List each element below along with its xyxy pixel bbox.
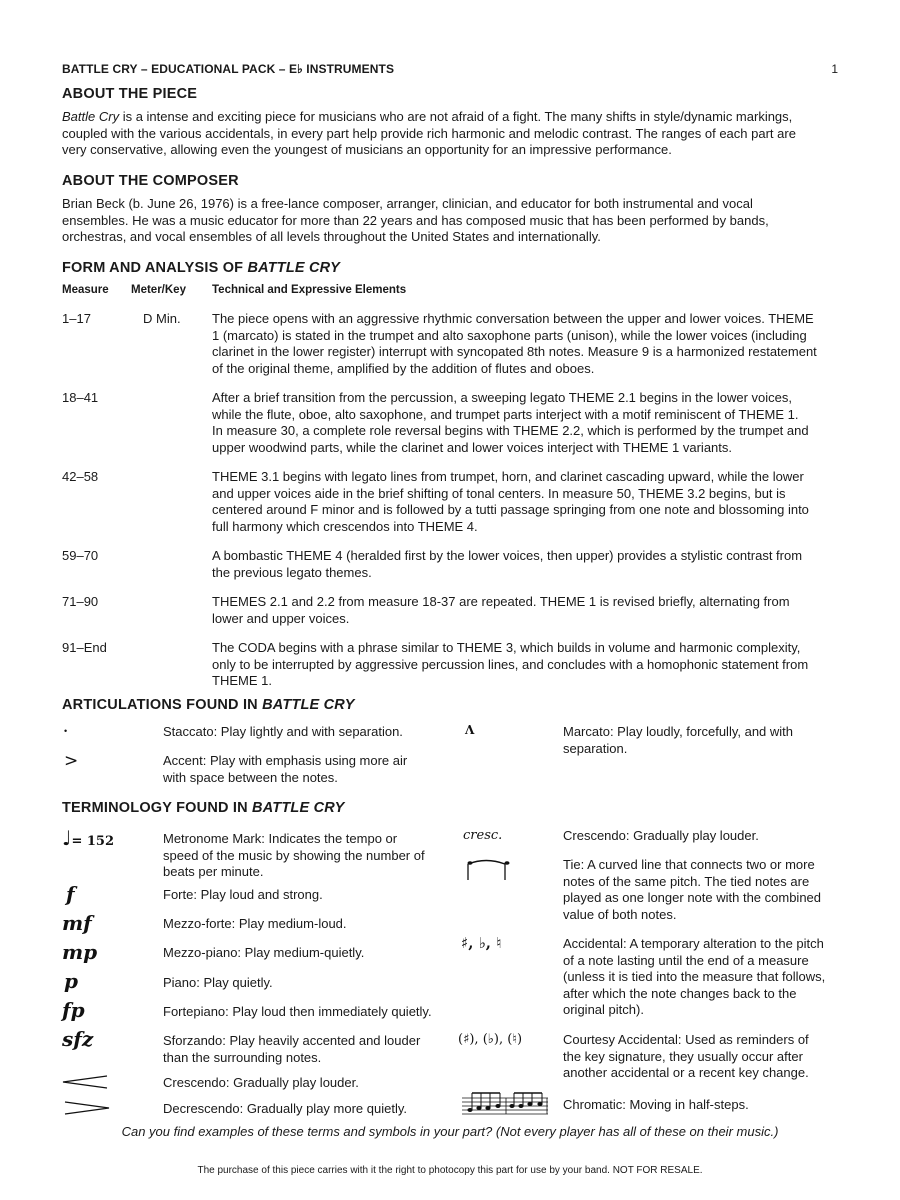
- forte-definition: Forte: Play loud and strong.: [163, 887, 323, 902]
- piano-definition: Piano: Play quietly.: [163, 975, 273, 990]
- page-number: 1: [831, 62, 838, 76]
- mezzo-piano-icon: mp: [62, 940, 98, 964]
- page-header: [62, 62, 838, 82]
- column-header-meter-key: Meter/Key: [131, 284, 186, 296]
- analysis-row-measure: 42–58: [62, 469, 99, 484]
- practice-question: Can you find examples of these terms and symbols in your part? (Not every player has all of these on their music.): [121, 1124, 779, 1139]
- accidentals-icon: ♯, ♭, ♮: [461, 934, 502, 952]
- sforzando-icon: sfz: [62, 1027, 94, 1051]
- marcato-icon: Λ: [465, 723, 475, 737]
- analysis-row-measure: 71–90: [62, 594, 99, 609]
- staccato-icon: •: [64, 726, 68, 736]
- analysis-row-description: The CODA begins with a phrase similar to THEME 3, which builds in volume and harmonic complexity, only to be interrupted by aggressive percussion lines, and concludes with a homophonic statement from THEME 1.: [212, 640, 809, 688]
- analysis-row-description: After a brief transition from the percussion, a sweeping legato THEME 2.1 begins in the lower voices, while the flute, oboe, alto saxophone, and trumpet parts interject with a motif reminiscent of THEME 1. In measure 30, a complete role reversal begins with THEME 2.2, which is performed by the trumpet and upper woodwind parts, while the clarinet and lower voices interject with THEME 1 variants.: [212, 390, 809, 455]
- fortepiano-icon: fp: [62, 998, 85, 1022]
- piece-title-italic: Battle Cry: [62, 109, 120, 124]
- analysis-row-description: The piece opens with an aggressive rhythmic conversation between the upper and lower voices. THEME 1 (marcato) is stated in the trumpet and alto saxophone parts (unison), while the lower voices (including clarinet in the lower register) interrupt with syncopated 8th notes. Measure 9 is a harmonized restatement of the original theme, amplified by the addition of flutes and oboes.: [212, 311, 817, 376]
- about-piece-text: Battle Cry is a intense and exciting piece for musicians who are not afraid of a fight. The many shifts in style/dynamic markings, coupled with the various accidentals, in every part help provide rich harmonic and melodic contrast. The ranges of each part are very conservative, allowing even the youngest of musicians an opportunity for an impressive performance.: [62, 109, 796, 157]
- analysis-row-measure: 59–70: [62, 548, 99, 563]
- mezzo-forte-definition: Mezzo-forte: Play medium-loud.: [163, 916, 347, 931]
- piano-icon: p: [64, 969, 78, 993]
- analysis-row-measure: 18–41: [62, 390, 99, 405]
- articulations-heading: ARTICULATIONS FOUND IN BATTLE CRY: [62, 697, 355, 713]
- tie-icon: [463, 858, 511, 882]
- form-analysis-heading: FORM AND ANALYSIS OF BATTLE CRY: [62, 260, 340, 276]
- chromatic-scale-icon: [462, 1090, 548, 1116]
- analysis-row-key: D Min.: [143, 311, 181, 326]
- tie-definition: Tie: A curved line that connects two or more notes of the same pitch. The tied notes are played as one longer note with the combined value of both notes.: [563, 857, 822, 922]
- analysis-row-measure: 1–17: [62, 311, 91, 326]
- accidental-definition: Accidental: A temporary alteration to the pitch of a note lasting until the end of a measure (unless it is tied into the measure that follows, after which the note changes back to the original pitch).: [563, 936, 826, 1017]
- marcato-definition: Marcato: Play loudly, forcefully, and with separation.: [563, 724, 794, 756]
- crescendo-hairpin-icon: [62, 1075, 108, 1089]
- crescendo-hairpin-definition: Crescendo: Gradually play louder.: [163, 1075, 359, 1090]
- sforzando-definition: Sforzando: Play heavily accented and louder than the surrounding notes.: [163, 1033, 421, 1065]
- about-piece-heading: ABOUT THE PIECE: [62, 86, 198, 102]
- about-composer-text: Brian Beck (b. June 26, 1976) is a free-lance composer, arranger, clinician, and educator for both instrumental and vocal ensembles. He was a music educator for more than 22 years and has composed music that has been performed by bands, orchestras, and vocal ensembles of all levels throughout the United States and internationally.: [62, 196, 769, 244]
- analysis-row-description: THEME 3.1 begins with legato lines from trumpet, horn, and clarinet cascading upward, while the lower and upper voices aide in the brief shifting of tonal centers. In measure 50, THEME 3.2 begins, but is centered around F minor and is followed by a tutti passage springing from one note and blossoming into full harmony which crescendos into THEME 4.: [212, 469, 809, 534]
- metronome-definition: Metronome Mark: Indicates the tempo or speed of the music by showing the number of beats per minute.: [163, 831, 425, 879]
- mezzo-piano-definition: Mezzo-piano: Play medium-quietly.: [163, 945, 365, 960]
- decrescendo-hairpin-icon: [64, 1101, 110, 1115]
- staccato-definition: Staccato: Play lightly and with separation.: [163, 724, 403, 739]
- copyright-footer: The purchase of this piece carries with it the right to photocopy this part for use by your band. NOT FOR RESALE.: [197, 1165, 703, 1176]
- metronome-mark-icon: ♩= 152: [62, 826, 114, 850]
- document-title: BATTLE CRY – EDUCATIONAL PACK – E♭ INSTRUMENTS: [62, 62, 395, 76]
- column-header-measure: Measure: [62, 284, 109, 296]
- fortepiano-definition: Fortepiano: Play loud then immediately quietly.: [163, 1004, 432, 1019]
- courtesy-accidental-definition: Courtesy Accidental: Used as reminders of the key signature, they usually occur after another accidental or a recent key change.: [563, 1032, 809, 1080]
- cresc-word-definition: Crescendo: Gradually play louder.: [563, 828, 759, 843]
- cresc-word-icon: cresc.: [463, 828, 503, 843]
- mezzo-forte-icon: mf: [62, 911, 92, 935]
- accent-definition: Accent: Play with emphasis using more air with space between the notes.: [163, 753, 408, 785]
- chromatic-definition: Chromatic: Moving in half-steps.: [563, 1097, 749, 1112]
- terminology-heading: TERMINOLOGY FOUND IN BATTLE CRY: [62, 800, 345, 816]
- forte-icon: f: [66, 882, 75, 906]
- decrescendo-hairpin-definition: Decrescendo: Gradually play more quietly.: [163, 1101, 407, 1116]
- analysis-row-description: A bombastic THEME 4 (heralded first by the lower voices, then upper) provides a stylistic contrast from the previous legato themes.: [212, 548, 803, 580]
- courtesy-accidentals-icon: (♯), (♭), (♮): [458, 1032, 523, 1047]
- accent-icon: >: [64, 751, 79, 771]
- analysis-row-measure: 91–End: [62, 640, 107, 655]
- analysis-row-description: THEMES 2.1 and 2.2 from measure 18-37 are repeated. THEME 1 is revised briefly, alternating from lower and upper voices.: [212, 594, 790, 626]
- column-header-elements: Technical and Expressive Elements: [212, 284, 407, 296]
- about-composer-heading: ABOUT THE COMPOSER: [62, 173, 239, 189]
